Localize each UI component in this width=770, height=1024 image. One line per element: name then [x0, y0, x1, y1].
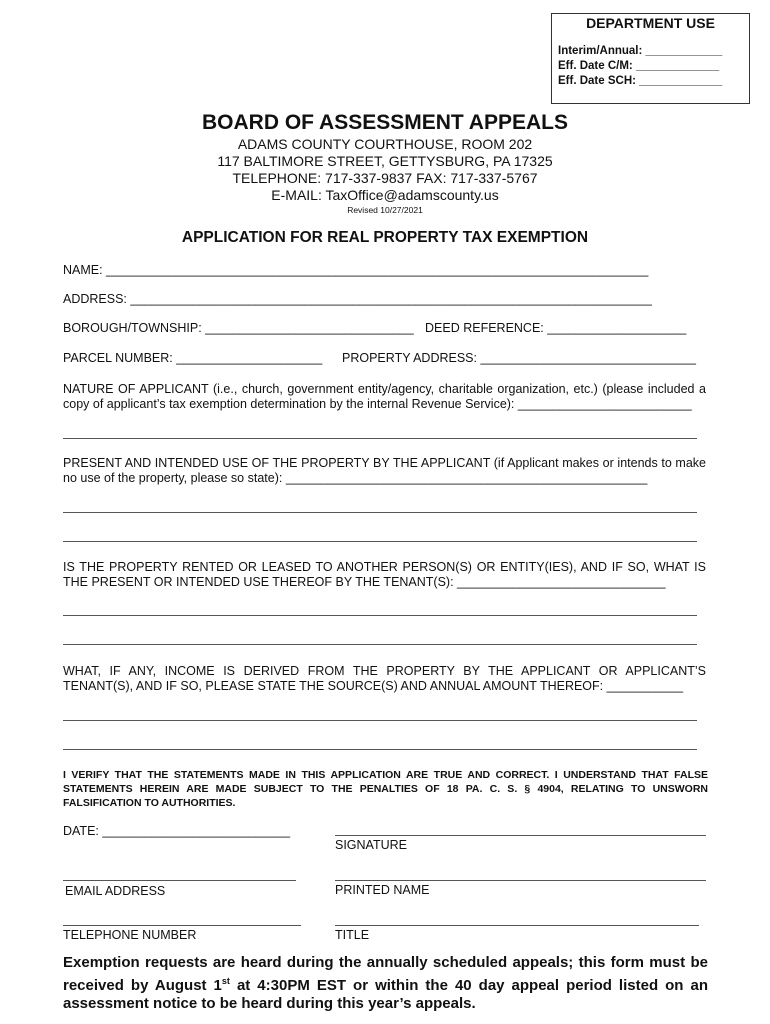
courthouse-line: ADAMS COUNTY COURTHOUSE, ROOM 202	[237, 136, 533, 152]
property-address-field[interactable]: PROPERTY ADDRESS: _______________________________	[342, 351, 696, 365]
email-line: E-MAIL: TaxOffice@adamscounty.us	[271, 187, 499, 203]
income-question[interactable]: WHAT, IF ANY, INCOME IS DERIVED FROM THE PROPERTY BY THE APPLICANT OR APPLICANT’S TENANT(S), AND IF SO, PLEASE STATE THE SOURCE(S) AND ANNUAL AMOUNT THEREOF: ___________	[63, 664, 706, 693]
signature-label: SIGNATURE	[335, 838, 407, 852]
eff-date-sch-field[interactable]: Eff. Date SCH: _____________	[558, 75, 723, 87]
date-field[interactable]: DATE: ___________________________	[63, 824, 291, 838]
answer-line[interactable]	[63, 615, 697, 616]
telephone-number-label: TELEPHONE NUMBER	[63, 928, 197, 942]
deadline-notice-superscript: st	[221, 976, 230, 986]
answer-line[interactable]	[63, 749, 697, 750]
eff-date-cm-field[interactable]: Eff. Date C/M: _____________	[558, 60, 720, 72]
answer-line[interactable]	[63, 720, 697, 721]
address-field[interactable]: ADDRESS: ___________________________________________________________________________	[63, 292, 652, 306]
interim-annual-field[interactable]: Interim/Annual: ____________	[558, 45, 723, 57]
telephone-number-line[interactable]	[63, 925, 301, 926]
verification-statement: I VERIFY THAT THE STATEMENTS MADE IN THIS APPLICATION ARE TRUE AND CORRECT. I UNDERSTAND THAT FALSE STATEMENTS HEREIN ARE MADE SUBJECT TO THE PENALTIES OF 18 PA. C. S. § 4904, RELATING TO UNSWORN FALSIFICATION TO AUTHORITIES.	[63, 769, 708, 809]
title-label: TITLE	[335, 928, 370, 942]
answer-line[interactable]	[63, 541, 697, 542]
title-line[interactable]	[335, 925, 699, 926]
deadline-notice	[63, 954, 708, 1013]
property-use-question[interactable]: PRESENT AND INTENDED USE OF THE PROPERTY BY THE APPLICANT (if Applicant makes or intends to make no use of the property, please so state): ____________________________________________________	[63, 456, 706, 485]
answer-line[interactable]	[63, 644, 697, 645]
deadline-notice-part1: Exemption requests are heard during the annually scheduled appeals; this form must be received by August 1	[63, 954, 708, 994]
email-address-line[interactable]	[63, 880, 296, 881]
answer-line[interactable]	[63, 512, 697, 513]
street-line: 117 BALTIMORE STREET, GETTYSBURG, PA 17325	[217, 153, 553, 169]
answer-line[interactable]	[63, 438, 697, 439]
nature-of-applicant-question[interactable]: NATURE OF APPLICANT (i.e., church, government entity/agency, charitable organization, etc.) (please included a copy of applicant’s tax exemption determination by the internal Revenue Service): _________________________	[63, 382, 706, 411]
email-address-label: EMAIL ADDRESS	[65, 884, 166, 898]
phone-fax-line: TELEPHONE: 717-337-9837 FAX: 717-337-5767	[232, 170, 538, 186]
deed-reference-field[interactable]: DEED REFERENCE: ____________________	[425, 321, 687, 335]
revised-date: Revised 10/27/2021	[347, 205, 423, 215]
printed-name-label: PRINTED NAME	[335, 883, 430, 897]
signature-line[interactable]	[335, 835, 706, 836]
borough-township-field[interactable]: BOROUGH/TOWNSHIP: ______________________________	[63, 321, 414, 335]
name-field[interactable]: NAME: ______________________________________________________________________________	[63, 263, 649, 277]
form-title: APPLICATION FOR REAL PROPERTY TAX EXEMPTION	[181, 229, 589, 246]
page-title: BOARD OF ASSESSMENT APPEALS	[202, 111, 568, 134]
rented-leased-question[interactable]: IS THE PROPERTY RENTED OR LEASED TO ANOTHER PERSON(S) OR ENTITY(IES), AND IF SO, WHAT IS THE PRESENT OR INTENDED USE THEREOF BY THE TENANT(S): ______________________________	[63, 560, 706, 589]
deadline-notice-part2: at 4:30PM EST or within the 40 day appeal period listed on an assessment notice to be heard during this year’s appeals.	[63, 977, 708, 1012]
printed-name-line[interactable]	[335, 880, 706, 881]
parcel-number-field[interactable]: PARCEL NUMBER: _____________________	[63, 351, 323, 365]
department-use-title: DEPARTMENT USE	[586, 15, 715, 31]
